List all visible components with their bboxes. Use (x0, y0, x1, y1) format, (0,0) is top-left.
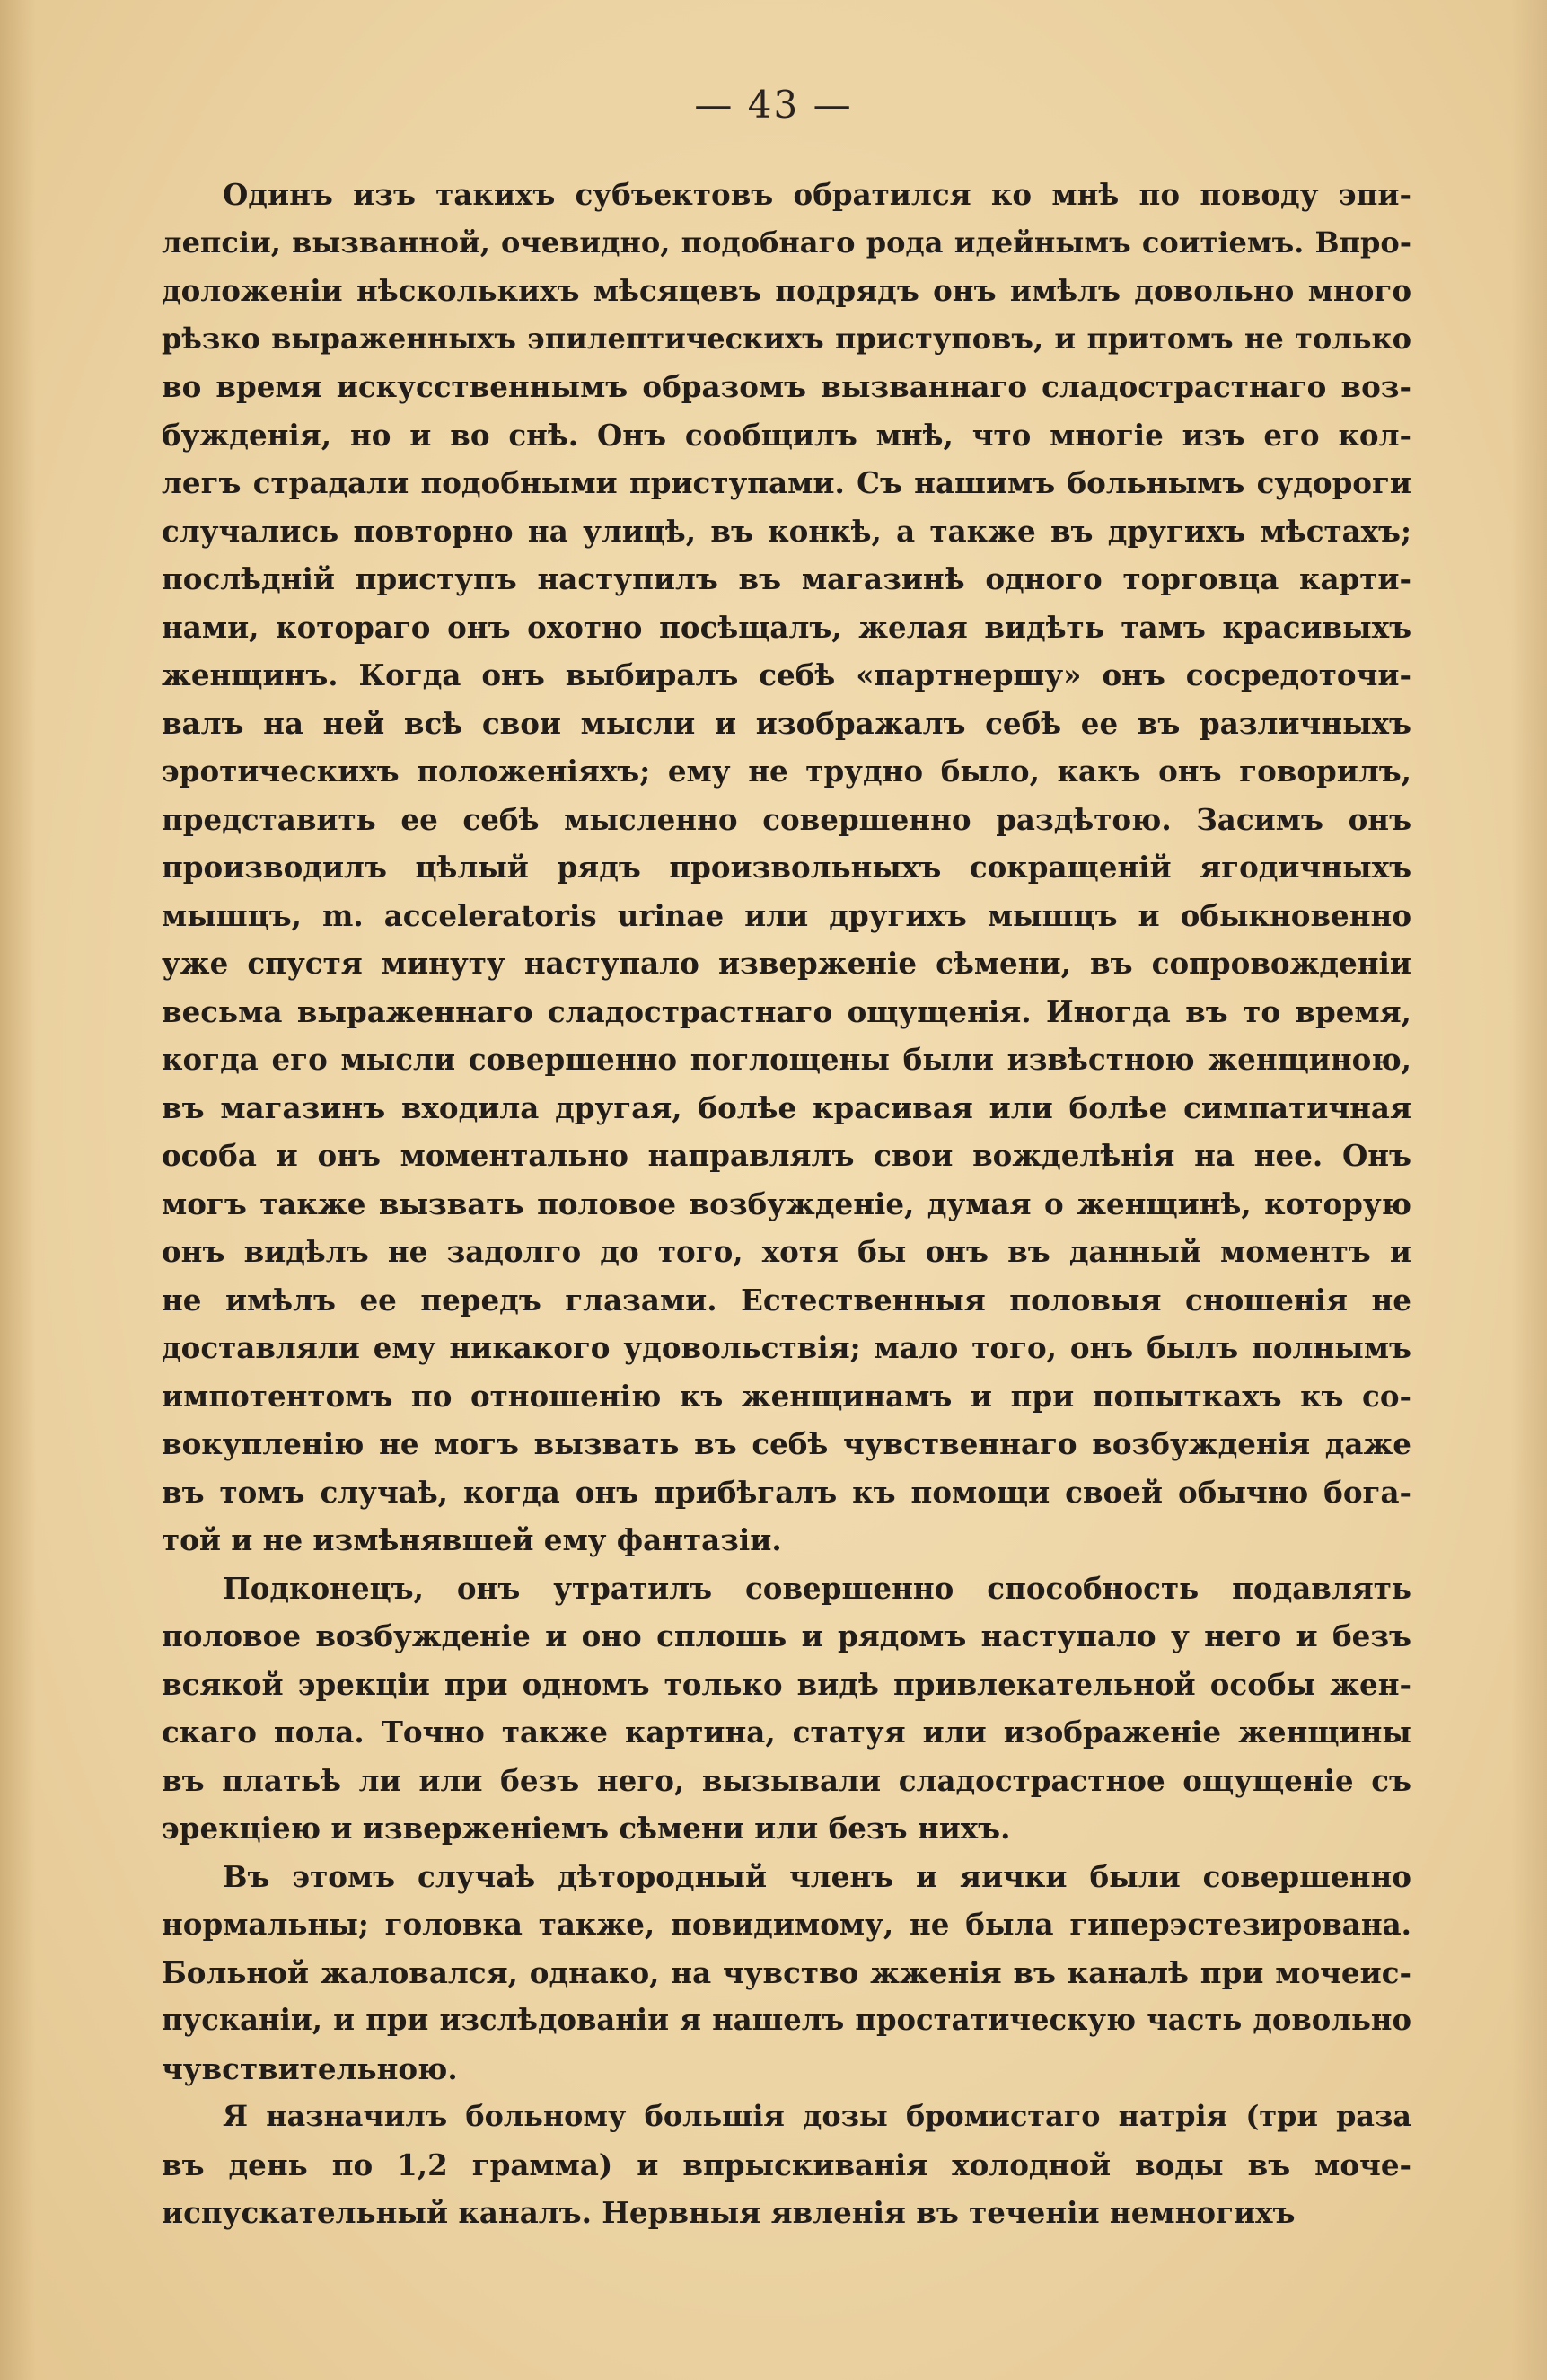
text-line: бужденія, но и во снѣ. Онъ сообщилъ мнѣ, что многіе изъ его кол- (162, 417, 1411, 453)
text-line: не имѣлъ ее передъ глазами. Естественныя половыя сношенія не (162, 1282, 1411, 1318)
text-line: случались повторно на улицѣ, въ конкѣ, а также въ другихъ мѣстахъ; (162, 513, 1411, 549)
text-line: нами, котораго онъ охотно посѣщалъ, желая видѣть тамъ красивыхъ (162, 609, 1411, 645)
text-line: испускательный каналъ. Нервныя явленія въ теченіи немногихъ (162, 2195, 1296, 2230)
body-text (162, 171, 1411, 2237)
text-line: весьма выраженнаго сладострастнаго ощущенія. Иногда въ то время, (162, 993, 1411, 1029)
text-line: всякой эрекціи при одномъ только видѣ привлекательной особы жен- (162, 1666, 1411, 1702)
text-line: Подконецъ, онъ утратилъ совершенно способность подавлять (223, 1570, 1411, 1606)
text-line: эротическихъ положеніяхъ; ему не трудно было, какъ онъ говорилъ, (162, 754, 1411, 789)
text-line: рѣзко выраженныхъ эпилептическихъ приступовъ, и притомъ не только (162, 321, 1411, 356)
text-line: половое возбужденіе и оно сплошь и рядомъ наступало у него и безъ (162, 1618, 1411, 1653)
page-edge-shadow-left (0, 0, 36, 2380)
text-line: пусканіи, и при изслѣдованіи я нашелъ простатическую часть довольно (162, 2003, 1411, 2037)
text-line: легъ страдали подобными приступами. Съ нашимъ больнымъ судороги (162, 465, 1411, 500)
text-line: Одинъ изъ такихъ субъектовъ обратился ко мнѣ по поводу эпи- (223, 177, 1411, 212)
text-line: особа и онъ моментально направлялъ свои вожделѣнія на нее. Онъ (162, 1138, 1411, 1173)
text-line: представить ее себѣ мысленно совершенно раздѣтою. Засимъ онъ (162, 801, 1411, 837)
text-line: нормальны; головка также, повидимому, не была гиперэстезирована. (162, 1907, 1411, 1942)
text-line: уже спустя минуту наступало изверженіе сѣмени, въ сопровожденіи (162, 946, 1411, 981)
text-line: въ магазинъ входила другая, болѣе красивая или болѣе симпатичная (162, 1089, 1411, 1125)
text-line: въ платьѣ ли или безъ него, вызывали сладострастное ощущеніе съ (162, 1762, 1411, 1798)
page-edge-shadow-right (1511, 0, 1547, 2380)
text-line: доложеніи нѣсколькихъ мѣсяцевъ подрядъ онъ имѣлъ довольно много (162, 273, 1411, 308)
paragraph (162, 1853, 1411, 2094)
text-line: въ день по 1,2 грамма) и впрыскиванія холодной воды въ моче- (162, 2146, 1411, 2182)
text-line: вокупленію не могъ вызвать въ себѣ чувственнаго возбужденія даже (162, 1426, 1411, 1461)
text-line: той и не измѣнявшей ему фантазіи. (162, 1522, 782, 1557)
text-line: Больной жаловался, однако, на чувство жженія въ каналѣ при мочеис- (162, 1954, 1411, 1990)
text-line: онъ видѣлъ не задолго до того, хотя бы онъ въ данный моментъ и (162, 1234, 1411, 1269)
text-line: эрекціею и изверженіемъ сѣмени или безъ нихъ. (162, 1811, 1011, 1846)
paragraph (162, 171, 1411, 1565)
page-number: — 43 — (694, 83, 853, 127)
text-line: во время искусственнымъ образомъ вызваннаго сладострастнаго воз- (162, 369, 1411, 404)
text-line: Въ этомъ случаѣ дѣтородный членъ и яички были совершенно (223, 1858, 1411, 1894)
text-line: доставляли ему никакого удовольствія; мало того, онъ былъ полнымъ (162, 1330, 1411, 1365)
text-line: лепсіи, вызванной, очевидно, подобнаго рода идейнымъ соитіемъ. Впро- (162, 225, 1411, 260)
text-line: въ томъ случаѣ, когда онъ прибѣгалъ къ помощи своей обычно бога- (162, 1474, 1411, 1510)
text-line: производилъ цѣлый рядъ произвольныхъ сокращеній ягодичныхъ (162, 850, 1411, 885)
text-line: мышцъ, m. acceleratoris urinae или другихъ мышцъ и обыкновенно (162, 897, 1411, 933)
text-line: Я назначилъ больному большія дозы бромистаго натрія (три раза (223, 2099, 1411, 2133)
paragraph (162, 1565, 1411, 1853)
text-line: послѣдній приступъ наступилъ въ магазинѣ одного торговца карти- (162, 561, 1411, 596)
paragraph (162, 2093, 1411, 2237)
text-line: импотентомъ по отношенію къ женщинамъ и при попыткахъ къ со- (162, 1378, 1411, 1414)
text-line: могъ также вызвать половое возбужденіе, думая о женщинѣ, которую (162, 1186, 1411, 1221)
text-line: женщинъ. Когда онъ выбиралъ себѣ «партнершу» онъ сосредоточи- (162, 657, 1411, 692)
text-line: скаго пола. Точно также картина, статуя или изображеніе женщины (162, 1714, 1411, 1750)
text-line: чувствительною. (162, 2050, 458, 2086)
text-line: когда его мысли совершенно поглощены были извѣстною женщиною, (162, 1042, 1411, 1077)
text-line: валъ на ней всѣ свои мысли и изображалъ себѣ ее въ различныхъ (162, 705, 1411, 741)
